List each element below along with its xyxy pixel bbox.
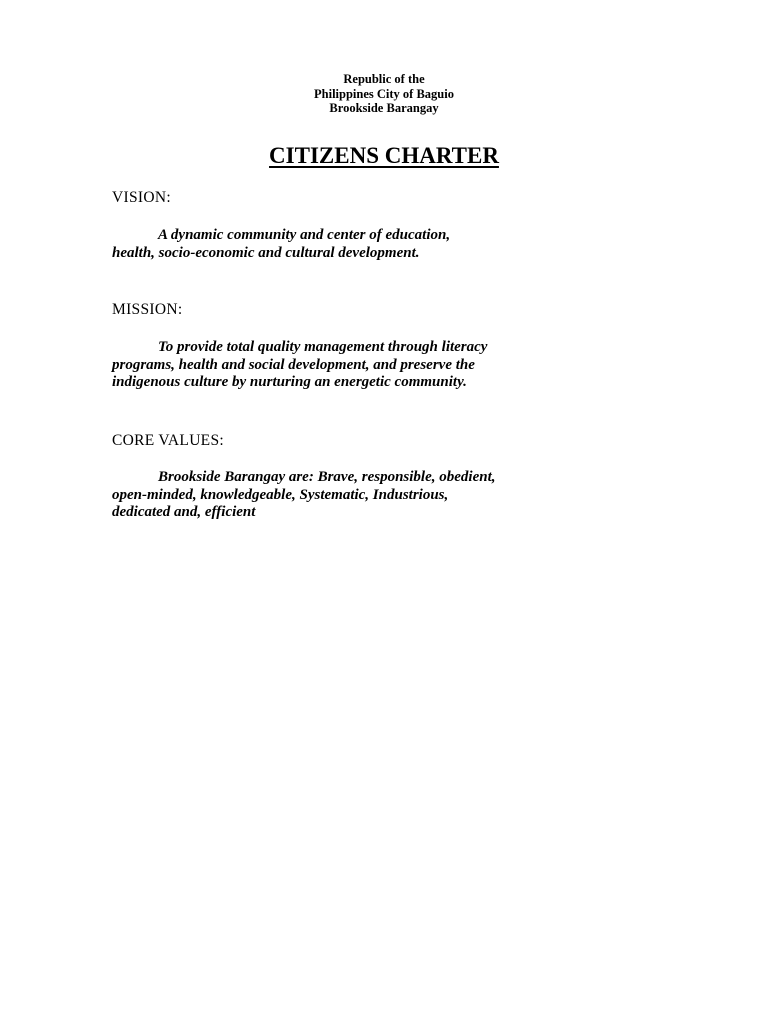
mission-line: indigenous culture by nurturing an energetic community. bbox=[112, 374, 467, 390]
vision-line: health, socio-economic and cultural development. bbox=[112, 244, 420, 261]
mission-heading: MISSION: bbox=[112, 301, 183, 318]
header-line-republic: Republic of the bbox=[343, 72, 425, 86]
vision-line: A dynamic community and center of education, bbox=[158, 227, 451, 243]
mission-line: To provide total quality management through literacy bbox=[158, 339, 488, 355]
vision-paragraph bbox=[112, 227, 632, 262]
core-values-line: open-minded, knowledgeable, Systematic, Industrious, bbox=[112, 486, 449, 503]
header-line-city: Philippines City of Baguio bbox=[314, 86, 454, 101]
core-values-line: Brookside Barangay are: Brave, responsible, obedient, bbox=[158, 469, 496, 485]
document-title: CITIZENS CHARTER bbox=[269, 143, 499, 168]
vision-heading: VISION: bbox=[112, 189, 171, 206]
core-values-line: dedicated and, efficient bbox=[112, 504, 256, 520]
core-values-heading: CORE VALUES: bbox=[112, 432, 224, 449]
mission-paragraph bbox=[112, 339, 632, 392]
mission-line: programs, health and social development, and preserve the bbox=[112, 356, 475, 373]
core-values-paragraph bbox=[112, 469, 632, 522]
header-line-barangay: Brookside Barangay bbox=[329, 101, 439, 115]
document-header bbox=[0, 72, 768, 116]
